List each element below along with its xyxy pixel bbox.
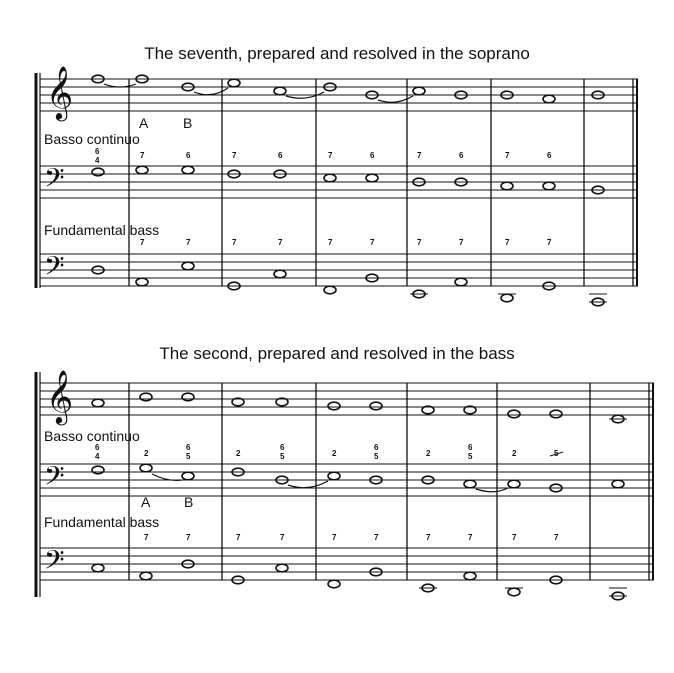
bass-clef-icon: 𝄢 — [44, 460, 65, 498]
figure: 5 — [468, 452, 473, 461]
marker-b: B — [184, 494, 194, 510]
bass-clef-icon: 𝄢 — [44, 544, 65, 582]
figure: 6 — [547, 151, 552, 160]
figure: 4 — [95, 452, 100, 461]
figure: 7 — [140, 238, 145, 247]
treble-clef-icon: 𝄞 — [46, 369, 74, 423]
figure: 7 — [554, 533, 559, 542]
figure: 7 — [232, 151, 237, 160]
figure: 7 — [236, 533, 241, 542]
figure: 5 — [280, 452, 285, 461]
soprano-notes — [92, 393, 627, 423]
system-2 — [36, 369, 654, 600]
figure: 7 — [186, 533, 191, 542]
bass-clef-icon: 𝄢 — [44, 162, 65, 200]
figure: 6 — [95, 147, 100, 156]
marker-a: A — [139, 115, 149, 131]
figure: 2 — [236, 449, 241, 458]
treble-staff — [40, 383, 654, 415]
figure: 7 — [278, 238, 283, 247]
figure: 7 — [370, 238, 375, 247]
fundamental-bass-label: Fundamental bass — [44, 222, 160, 238]
basso-continuo-figures — [95, 147, 552, 165]
figure: 7 — [505, 238, 510, 247]
figure: 5 — [554, 449, 559, 458]
figure: 7 — [332, 533, 337, 542]
figure: 6 — [186, 443, 191, 452]
fundamental-bass-staff — [40, 254, 638, 286]
fundamental-bass-staff — [40, 548, 654, 580]
figure: 7 — [232, 238, 237, 247]
basso-continuo-label: Basso continuo — [44, 428, 140, 444]
bass-clef-icon: 𝄢 — [44, 250, 65, 288]
figure: 7 — [512, 533, 517, 542]
system-2-title: The second, prepared and resolved in the bass — [159, 344, 515, 363]
figure: 6 — [370, 151, 375, 160]
figure: 7 — [426, 533, 431, 542]
figure: 7 — [374, 533, 379, 542]
figure: 7 — [140, 151, 145, 160]
figure: 7 — [144, 533, 149, 542]
figure: 7 — [468, 533, 473, 542]
figure: 7 — [505, 151, 510, 160]
basso-continuo-staff — [40, 464, 654, 496]
figure: 6 — [374, 443, 379, 452]
figure: 7 — [186, 238, 191, 247]
figure: 6 — [280, 443, 285, 452]
figure: 7 — [280, 533, 285, 542]
figure: 6 — [186, 151, 191, 160]
figure: 6 — [468, 443, 473, 452]
figure: 2 — [144, 449, 149, 458]
figure: 7 — [417, 151, 422, 160]
system-1-title: The seventh, prepared and resolved in the soprano — [144, 44, 530, 63]
barlines — [129, 383, 653, 580]
fundamental-bass-notes — [92, 262, 607, 306]
figure: 7 — [328, 238, 333, 247]
marker-a: A — [141, 494, 151, 510]
basso-continuo-figures — [95, 443, 563, 461]
figure: 7 — [328, 151, 333, 160]
figure: 6 — [278, 151, 283, 160]
fundamental-bass-figures — [140, 238, 552, 247]
fundamental-bass-label: Fundamental bass — [44, 514, 160, 530]
figure: 6 — [95, 443, 100, 452]
figure: 5 — [186, 452, 191, 461]
figure: 7 — [459, 238, 464, 247]
figure: 5 — [374, 452, 379, 461]
figure: 7 — [547, 238, 552, 247]
figure: 6 — [459, 151, 464, 160]
figure: 2 — [512, 449, 517, 458]
basso-continuo-label: Basso continuo — [44, 131, 140, 147]
figure: 4 — [95, 156, 100, 165]
figure: 7 — [417, 238, 422, 247]
figure: 2 — [332, 449, 337, 458]
marker-b: B — [183, 115, 193, 131]
figure: 2 — [426, 449, 431, 458]
system-1 — [36, 65, 638, 306]
treble-clef-icon: 𝄞 — [46, 65, 74, 119]
